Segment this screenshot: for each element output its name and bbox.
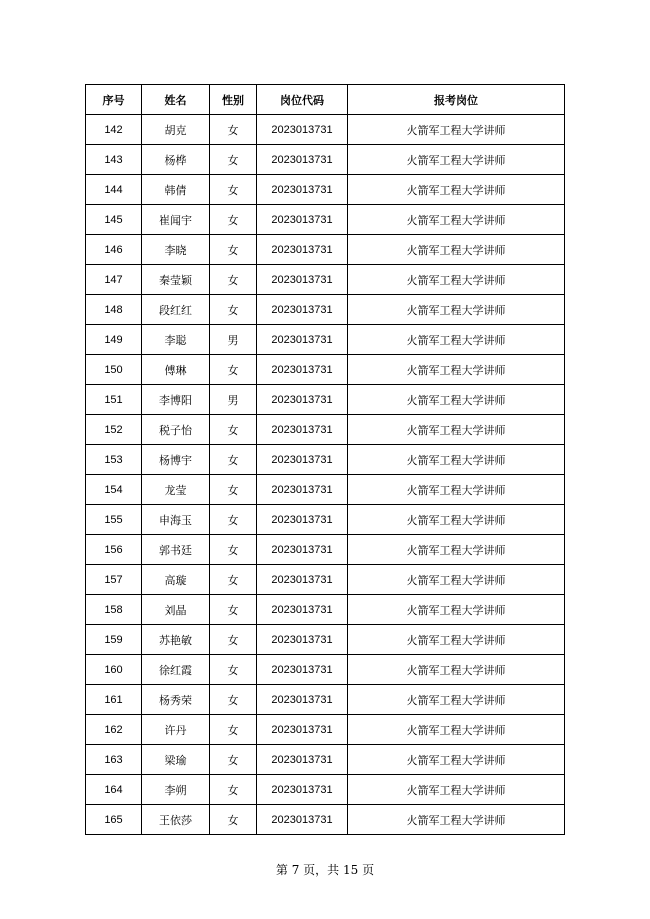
cell-gender: 女	[210, 745, 257, 775]
table-row	[86, 625, 565, 655]
header-seq: 序号	[86, 85, 142, 115]
cell-name: 胡克	[142, 115, 210, 145]
cell-gender: 女	[210, 175, 257, 205]
cell-applied-post: 火箭军工程大学讲师	[348, 565, 565, 595]
cell-applied-post: 火箭军工程大学讲师	[348, 775, 565, 805]
cell-post-code: 2023013731	[257, 715, 348, 745]
cell-name: 秦莹颖	[142, 265, 210, 295]
table-row	[86, 565, 565, 595]
cell-post-code: 2023013731	[257, 535, 348, 565]
cell-applied-post: 火箭军工程大学讲师	[348, 805, 565, 835]
cell-name: 高璇	[142, 565, 210, 595]
table-row	[86, 205, 565, 235]
cell-applied-post: 火箭军工程大学讲师	[348, 205, 565, 235]
cell-gender: 女	[210, 415, 257, 445]
cell-seq: 156	[86, 535, 142, 565]
table-row	[86, 385, 565, 415]
cell-gender: 女	[210, 235, 257, 265]
cell-gender: 女	[210, 355, 257, 385]
header-applied-post: 报考岗位	[348, 85, 565, 115]
cell-post-code: 2023013731	[257, 115, 348, 145]
cell-applied-post: 火箭军工程大学讲师	[348, 595, 565, 625]
table-row	[86, 235, 565, 265]
cell-applied-post: 火箭军工程大学讲师	[348, 295, 565, 325]
cell-name: 杨博宇	[142, 445, 210, 475]
cell-seq: 148	[86, 295, 142, 325]
cell-name: 韩倩	[142, 175, 210, 205]
cell-post-code: 2023013731	[257, 175, 348, 205]
cell-gender: 女	[210, 115, 257, 145]
table-row	[86, 655, 565, 685]
cell-applied-post: 火箭军工程大学讲师	[348, 415, 565, 445]
cell-seq: 161	[86, 685, 142, 715]
table-row	[86, 805, 565, 835]
table-row	[86, 295, 565, 325]
table-header-row	[86, 85, 565, 115]
cell-name: 申海玉	[142, 505, 210, 535]
cell-name: 段红红	[142, 295, 210, 325]
cell-seq: 162	[86, 715, 142, 745]
cell-applied-post: 火箭军工程大学讲师	[348, 265, 565, 295]
cell-post-code: 2023013731	[257, 595, 348, 625]
cell-gender: 女	[210, 685, 257, 715]
table-row	[86, 685, 565, 715]
cell-seq: 160	[86, 655, 142, 685]
header-post-code: 岗位代码	[257, 85, 348, 115]
cell-gender: 女	[210, 565, 257, 595]
cell-gender: 女	[210, 445, 257, 475]
cell-name: 李朔	[142, 775, 210, 805]
cell-seq: 146	[86, 235, 142, 265]
cell-post-code: 2023013731	[257, 205, 348, 235]
table-row	[86, 415, 565, 445]
cell-post-code: 2023013731	[257, 415, 348, 445]
table-row	[86, 265, 565, 295]
cell-gender: 男	[210, 325, 257, 355]
cell-seq: 147	[86, 265, 142, 295]
cell-name: 郭书廷	[142, 535, 210, 565]
cell-post-code: 2023013731	[257, 385, 348, 415]
cell-seq: 145	[86, 205, 142, 235]
cell-name: 李聪	[142, 325, 210, 355]
cell-name: 龙莹	[142, 475, 210, 505]
cell-applied-post: 火箭军工程大学讲师	[348, 115, 565, 145]
cell-gender: 女	[210, 805, 257, 835]
cell-applied-post: 火箭军工程大学讲师	[348, 175, 565, 205]
cell-post-code: 2023013731	[257, 295, 348, 325]
cell-applied-post: 火箭军工程大学讲师	[348, 655, 565, 685]
cell-seq: 155	[86, 505, 142, 535]
cell-gender: 女	[210, 145, 257, 175]
cell-name: 李晓	[142, 235, 210, 265]
cell-name: 崔闻宇	[142, 205, 210, 235]
page-number-footer: 第 7 页，共 15 页	[275, 863, 375, 877]
cell-gender: 女	[210, 205, 257, 235]
table-row	[86, 715, 565, 745]
candidate-table	[85, 84, 565, 835]
table-body	[86, 115, 565, 835]
cell-seq: 149	[86, 325, 142, 355]
cell-post-code: 2023013731	[257, 325, 348, 355]
cell-post-code: 2023013731	[257, 655, 348, 685]
cell-name: 杨秀荣	[142, 685, 210, 715]
cell-post-code: 2023013731	[257, 475, 348, 505]
cell-gender: 女	[210, 715, 257, 745]
cell-gender: 女	[210, 595, 257, 625]
table-row	[86, 505, 565, 535]
table-row	[86, 115, 565, 145]
cell-seq: 143	[86, 145, 142, 175]
cell-applied-post: 火箭军工程大学讲师	[348, 745, 565, 775]
cell-seq: 164	[86, 775, 142, 805]
cell-seq: 157	[86, 565, 142, 595]
cell-gender: 女	[210, 295, 257, 325]
cell-gender: 女	[210, 625, 257, 655]
cell-post-code: 2023013731	[257, 505, 348, 535]
cell-gender: 女	[210, 775, 257, 805]
cell-seq: 165	[86, 805, 142, 835]
cell-applied-post: 火箭军工程大学讲师	[348, 715, 565, 745]
cell-applied-post: 火箭军工程大学讲师	[348, 145, 565, 175]
cell-post-code: 2023013731	[257, 565, 348, 595]
cell-name: 李博阳	[142, 385, 210, 415]
cell-applied-post: 火箭军工程大学讲师	[348, 475, 565, 505]
cell-post-code: 2023013731	[257, 355, 348, 385]
cell-seq: 150	[86, 355, 142, 385]
cell-applied-post: 火箭军工程大学讲师	[348, 385, 565, 415]
cell-seq: 151	[86, 385, 142, 415]
cell-post-code: 2023013731	[257, 805, 348, 835]
cell-gender: 女	[210, 265, 257, 295]
cell-name: 刘晶	[142, 595, 210, 625]
cell-name: 税子怡	[142, 415, 210, 445]
cell-gender: 女	[210, 475, 257, 505]
cell-applied-post: 火箭军工程大学讲师	[348, 535, 565, 565]
cell-gender: 女	[210, 535, 257, 565]
cell-seq: 144	[86, 175, 142, 205]
cell-name: 杨桦	[142, 145, 210, 175]
cell-applied-post: 火箭军工程大学讲师	[348, 355, 565, 385]
cell-post-code: 2023013731	[257, 265, 348, 295]
cell-name: 傅琳	[142, 355, 210, 385]
cell-name: 王依莎	[142, 805, 210, 835]
cell-applied-post: 火箭军工程大学讲师	[348, 325, 565, 355]
cell-applied-post: 火箭军工程大学讲师	[348, 445, 565, 475]
cell-name: 梁瑜	[142, 745, 210, 775]
cell-post-code: 2023013731	[257, 625, 348, 655]
cell-applied-post: 火箭军工程大学讲师	[348, 685, 565, 715]
table-row	[86, 325, 565, 355]
cell-applied-post: 火箭军工程大学讲师	[348, 235, 565, 265]
cell-seq: 142	[86, 115, 142, 145]
cell-seq: 152	[86, 415, 142, 445]
cell-seq: 159	[86, 625, 142, 655]
cell-name: 许丹	[142, 715, 210, 745]
cell-gender: 男	[210, 385, 257, 415]
table-row	[86, 145, 565, 175]
cell-name: 苏艳敏	[142, 625, 210, 655]
cell-seq: 163	[86, 745, 142, 775]
table-row	[86, 535, 565, 565]
cell-post-code: 2023013731	[257, 775, 348, 805]
cell-post-code: 2023013731	[257, 235, 348, 265]
table-row	[86, 445, 565, 475]
cell-post-code: 2023013731	[257, 745, 348, 775]
cell-gender: 女	[210, 655, 257, 685]
cell-seq: 154	[86, 475, 142, 505]
table-row	[86, 475, 565, 505]
cell-post-code: 2023013731	[257, 445, 348, 475]
header-name: 姓名	[142, 85, 210, 115]
table-row	[86, 355, 565, 385]
table-row	[86, 175, 565, 205]
table-row	[86, 595, 565, 625]
cell-applied-post: 火箭军工程大学讲师	[348, 625, 565, 655]
cell-post-code: 2023013731	[257, 145, 348, 175]
table-row	[86, 775, 565, 805]
cell-seq: 153	[86, 445, 142, 475]
cell-name: 徐红霞	[142, 655, 210, 685]
table-row	[86, 745, 565, 775]
cell-applied-post: 火箭军工程大学讲师	[348, 505, 565, 535]
cell-gender: 女	[210, 505, 257, 535]
header-gender: 性别	[210, 85, 257, 115]
cell-seq: 158	[86, 595, 142, 625]
cell-post-code: 2023013731	[257, 685, 348, 715]
